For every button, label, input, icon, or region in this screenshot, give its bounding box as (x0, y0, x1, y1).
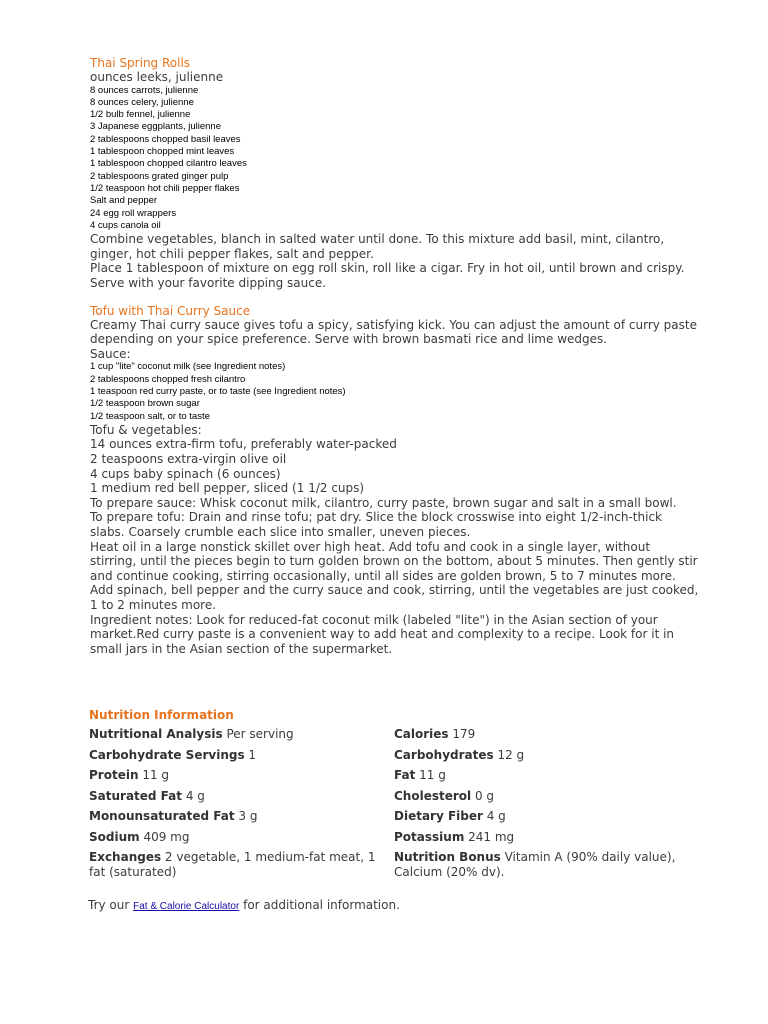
nutrition-value: 4 g (182, 788, 205, 803)
recipe-title-spring-rolls: Thai Spring Rolls (90, 56, 191, 70)
tofu-ingredient-item: 2 teaspoons extra-virgin olive oil (90, 451, 287, 466)
ingredient-item: 1 tablespoon chopped cilantro leaves (90, 158, 247, 170)
ingredient-item: 2 tablespoons grated ginger pulp (90, 170, 229, 182)
sauce-ingredient-item: 1/2 teaspoon salt, or to taste (90, 410, 210, 422)
nutrition-section (89, 708, 709, 880)
nutrition-label: Dietary Fiber (394, 809, 483, 823)
ingredient-item: 24 egg roll wrappers (90, 207, 177, 219)
sauce-ingredient-list (90, 361, 700, 422)
nutrition-fact (89, 748, 394, 763)
nutrition-label: Saturated Fat (89, 788, 183, 803)
calculator-footer (88, 898, 400, 912)
nutrition-label: Monounsaturated Fat (89, 809, 235, 823)
ingredient-item: 1/2 bulb fennel, julienne (90, 109, 191, 121)
ingredient-first-line: ounces leeks, julienne (90, 70, 224, 84)
nutrition-label: Protein (89, 768, 139, 782)
spacer (90, 291, 700, 304)
nutrition-value: 179 (448, 727, 476, 741)
nutrition-value: 3 g (234, 809, 258, 823)
nutrition-value: Per serving (222, 727, 294, 741)
nutrition-fact (394, 850, 699, 880)
tofu-ingredient-item: 14 ounces extra-firm tofu, preferably water-packed (90, 437, 397, 452)
nutrition-fact (394, 789, 699, 804)
nutrition-fact (89, 789, 394, 804)
recipe-title-tofu-curry: Tofu with Thai Curry Sauce (90, 303, 251, 318)
ingredient-item: Salt and pepper (90, 195, 158, 207)
nutrition-fact (394, 727, 699, 742)
nutrition-value: 12 g (493, 747, 525, 762)
nutrition-fact (89, 809, 394, 824)
sauce-ingredient-item: 1 cup "lite" coconut milk (see Ingredient notes) (90, 361, 286, 373)
ingredient-item: 8 ounces carrots, julienne (90, 84, 199, 96)
nutrition-label: Nutrition Bonus (394, 850, 501, 864)
nutrition-grid (89, 727, 709, 880)
nutrition-fact (394, 768, 699, 783)
nutrition-label: Calories (394, 727, 449, 741)
nutrition-label: Carbohydrate Servings (89, 747, 245, 762)
ingredient-item: 2 tablespoons chopped basil leaves (90, 133, 241, 145)
nutrition-fact (394, 809, 699, 824)
nutrition-value: 409 mg (139, 829, 190, 844)
nutrition-value: 11 g (415, 768, 446, 782)
nutrition-value: 11 g (138, 768, 170, 782)
nutrition-fact (89, 830, 394, 845)
footer-suffix: for additional information. (243, 898, 400, 912)
tofu-ingredient-list (90, 437, 700, 495)
nutrition-label: Sodium (89, 829, 140, 844)
nutrition-fact (394, 830, 699, 845)
nutrition-value: 1 (244, 747, 257, 762)
step-paragraph: Ingredient notes: Look for reduced-fat coconut milk (labeled "lite") in the Asian section of your market.Red curry paste is a convenient way to add heat and complexity to a recipe. Look for it in small jars in the Asian section of the supermarket. (90, 612, 675, 656)
step-paragraph: To prepare sauce: Whisk coconut milk, cilantro, curry paste, brown sugar and salt in a small bowl. (90, 495, 677, 510)
tofu-recipe-steps (90, 496, 700, 657)
instruction-paragraph: Place 1 tablespoon of mixture on egg roll skin, roll like a cigar. Fry in hot oil, until brown and crispy. Serve with your favorite dipping sauce. (90, 261, 685, 290)
tofu-vegetables-label: Tofu & vegetables: (90, 422, 202, 437)
nutrition-label: Fat (394, 768, 416, 782)
spring-rolls-instructions (90, 232, 700, 290)
nutrition-label: Nutritional Analysis (89, 727, 223, 741)
ingredient-item: 8 ounces celery, julienne (90, 96, 194, 108)
sauce-label: Sauce: (90, 346, 131, 361)
tofu-ingredient-item: 4 cups baby spinach (6 ounces) (90, 466, 281, 481)
tofu-ingredient-item: 1 medium red bell pepper, sliced (1 1/2 cups) (90, 481, 365, 496)
nutrition-label: Exchanges (89, 850, 162, 864)
step-paragraph: To prepare tofu: Drain and rinse tofu; pat dry. Slice the block crosswise into eight 1/2-inch-thick slabs. Coarsely crumble each slice into smaller, uneven pieces. (90, 510, 662, 539)
ingredient-item: 4 cups canola oil (90, 219, 161, 231)
instruction-paragraph: Combine vegetables, blanch in salted water until done. To this mixture add basil, mint, cilantro, ginger, hot chili pepper flakes, salt and pepper. (90, 232, 665, 261)
nutrition-fact (394, 748, 699, 763)
step-paragraph: Heat oil in a large nonstick skillet over high heat. Add tofu and cook in a single layer, without stirring, until the pieces begin to turn golden brown on the bottom, about 5 minutes. Then gently stir and continue cooking, stirring occasionally, until all sides are golden brown, 5 to 7 minutes more. (90, 539, 698, 583)
fat-calorie-calculator-link[interactable]: Fat & Calorie Calculator (133, 901, 240, 912)
nutrition-value: 2 vegetable, 1 medium-fat meat, 1 fat (saturated) (89, 850, 376, 879)
ingredient-item: 1/2 teaspoon hot chili pepper flakes (90, 182, 240, 194)
nutrition-fact (89, 850, 394, 880)
nutrition-value: 0 g (471, 788, 495, 803)
sauce-ingredient-item: 2 tablespoons chopped fresh cilantro (90, 373, 246, 385)
ingredient-item: 3 Japanese eggplants, julienne (90, 121, 221, 133)
recipe-page (90, 56, 700, 656)
nutrition-fact (89, 768, 394, 783)
nutrition-value: 4 g (482, 809, 506, 823)
spring-rolls-ingredient-list (90, 85, 700, 233)
sauce-ingredient-item: 1 teaspoon red curry paste, or to taste (see Ingredient notes) (90, 385, 346, 397)
footer-prefix: Try our (88, 898, 130, 912)
step-paragraph: Add spinach, bell pepper and the curry sauce and cook, stirring, until the vegetables are just cooked, 1 to 2 minutes more. (90, 583, 699, 612)
nutrition-title: Nutrition Information (89, 708, 234, 722)
tofu-recipe-intro: Creamy Thai curry sauce gives tofu a spicy, satisfying kick. You can adjust the amount of curry paste depending on your spice preference. Serve with brown basmati rice and lime wedges. (90, 317, 697, 347)
nutrition-fact (89, 727, 394, 742)
sauce-ingredient-item: 1/2 teaspoon brown sugar (90, 398, 200, 410)
nutrition-label: Cholesterol (394, 788, 472, 803)
nutrition-value: Vitamin A (90% daily value), Calcium (20% dv). (394, 850, 676, 879)
nutrition-value: 241 mg (464, 829, 515, 844)
ingredient-item: 1 tablespoon chopped mint leaves (90, 146, 235, 158)
nutrition-label: Potassium (394, 829, 465, 844)
nutrition-label: Carbohydrates (394, 747, 494, 762)
